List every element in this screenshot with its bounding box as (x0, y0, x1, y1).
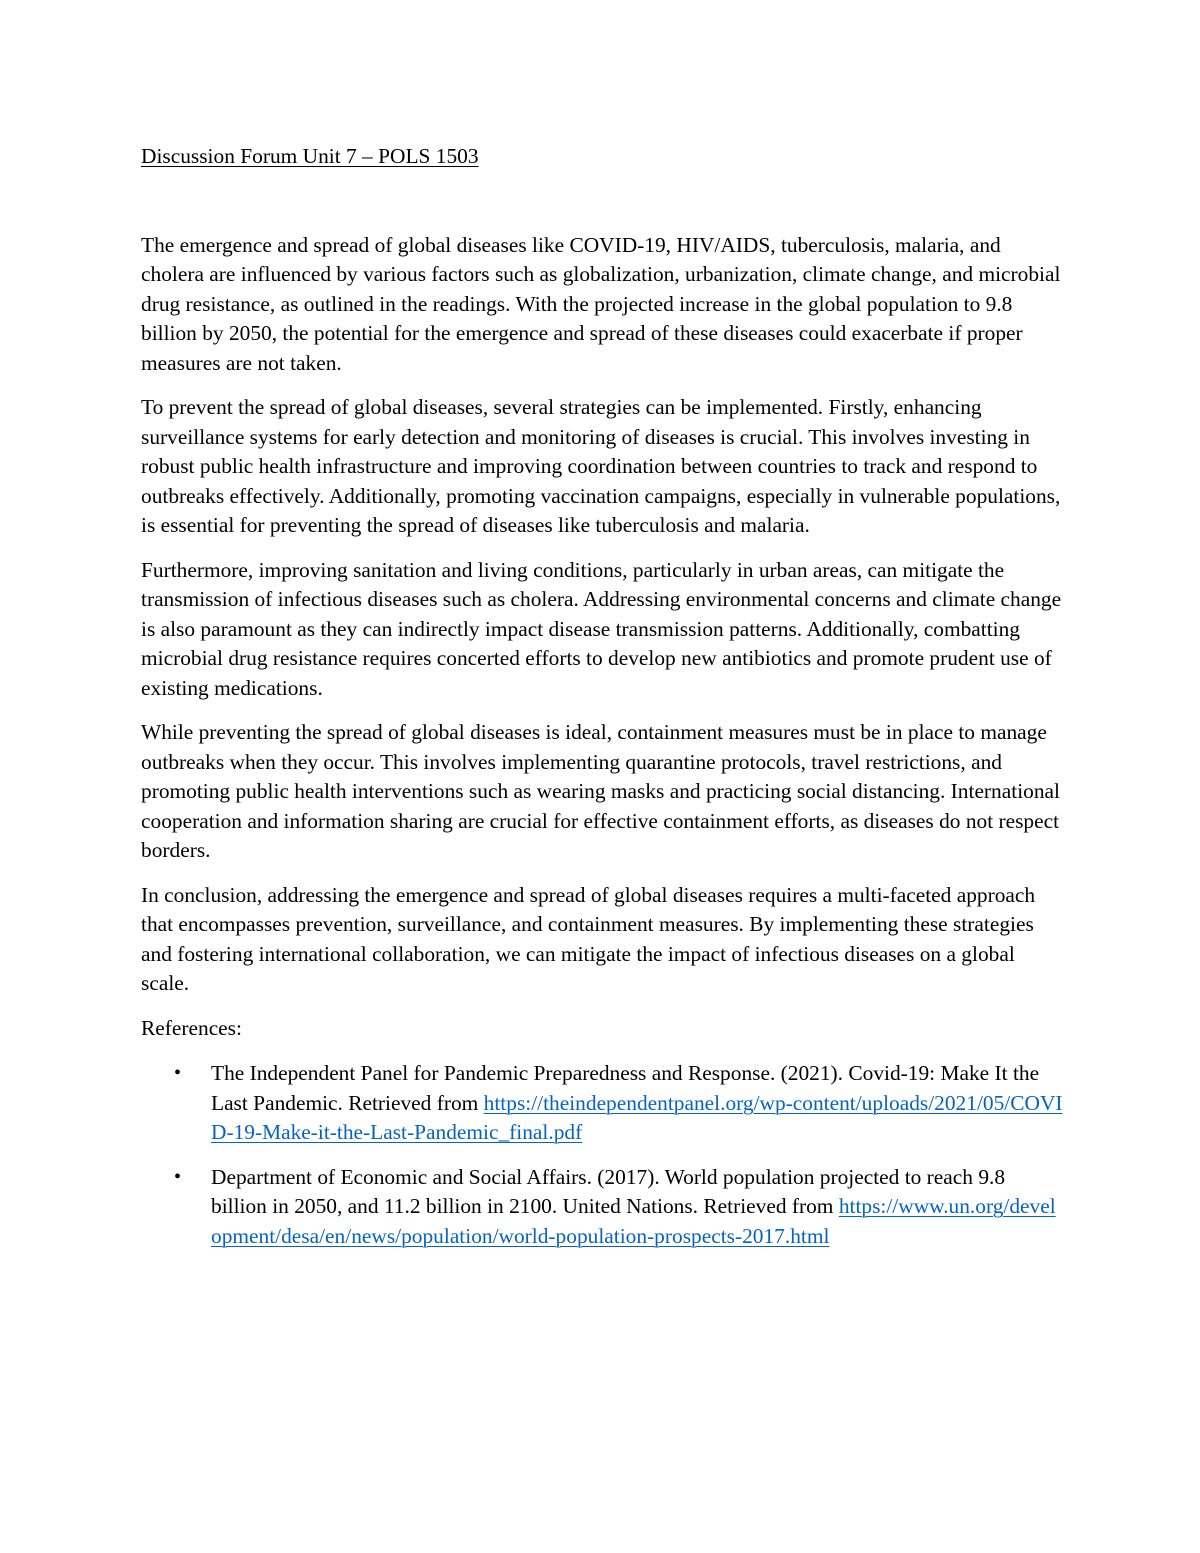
paragraph-sanitation: Furthermore, improving sanitation and living conditions, particularly in urban areas, can mitigate the transmission of infectious diseases such as cholera. Addressing environmental concerns and climate change is also paramount as they can indirectly impact disease transmission patterns. Additionally, combatting microbial drug resistance requires concerted efforts to develop new antibiotics and promote prudent use of existing medications. (141, 557, 1062, 700)
bullet-icon: • (174, 1062, 182, 1084)
paragraph-conclusion: In conclusion, addressing the emergence and spread of global diseases requires a multi-faceted approach that encompasses prevention, surveillance, and containment measures. By implementing these strategies and fostering international collaboration, we can mitigate the impact of infectious diseases on a global scale. (141, 882, 1036, 995)
references-heading: References: (141, 1015, 242, 1040)
reference-item (141, 1059, 1063, 1148)
references-list (141, 1059, 1063, 1251)
bullet-icon: • (174, 1165, 182, 1188)
paragraph-prevention: To prevent the spread of global diseases, several strategies can be implemented. Firstly, enhancing surveillance systems for early detection and monitoring of diseases is crucial. This involves investing in robust public health infrastructure and improving coordination between countries to track and respond to outbreaks effectively. Additionally, promoting vaccination campaigns, especially in vulnerable populations, is essential for preventing the spread of diseases like tuberculosis and malaria. (141, 395, 1061, 537)
reference-text: Department of Economic and Social Affairs. (2017). World population projected to reach 9.8 billion in 2050, and 11.2 billion in 2100. United Nations. Retrieved from (211, 1164, 1006, 1218)
reference-link[interactable]: https://theindependentpanel.org/wp-content/uploads/2021/05/COVID-19-Make-it-the-Last-Pandemic_final.pdf (211, 1090, 1063, 1144)
document-title: Discussion Forum Unit 7 – POLS 1503 (141, 144, 479, 168)
paragraph-containment: While preventing the spread of global diseases is ideal, containment measures must be in place to manage outbreaks when they occur. This involves implementing quarantine protocols, travel restrictions, and promoting public health interventions such as wearing masks and practicing social distancing. International cooperation and information sharing are crucial for effective containment efforts, as diseases do not respect borders. (141, 720, 1060, 862)
reference-item (141, 1163, 1063, 1252)
document-body (141, 142, 1063, 1266)
reference-text: The Independent Panel for Pandemic Preparedness and Response. (2021). Covid-19: Make It the Last Pandemic. Retrieved from (211, 1061, 1040, 1115)
paragraph-introduction: The emergence and spread of global diseases like COVID-19, HIV/AIDS, tuberculosis, malaria, and cholera are influenced by various factors such as globalization, urbanization, climate change, and microbial drug resistance, as outlined in the readings. With the projected increase in the global population to 9.8 billion by 2050, the potential for the emergence and spread of these diseases could exacerbate if proper measures are not taken. (141, 232, 1061, 375)
reference-link[interactable]: https://www.un.org/development/desa/en/news/population/world-population-prospects-2017.html (211, 1194, 1056, 1248)
